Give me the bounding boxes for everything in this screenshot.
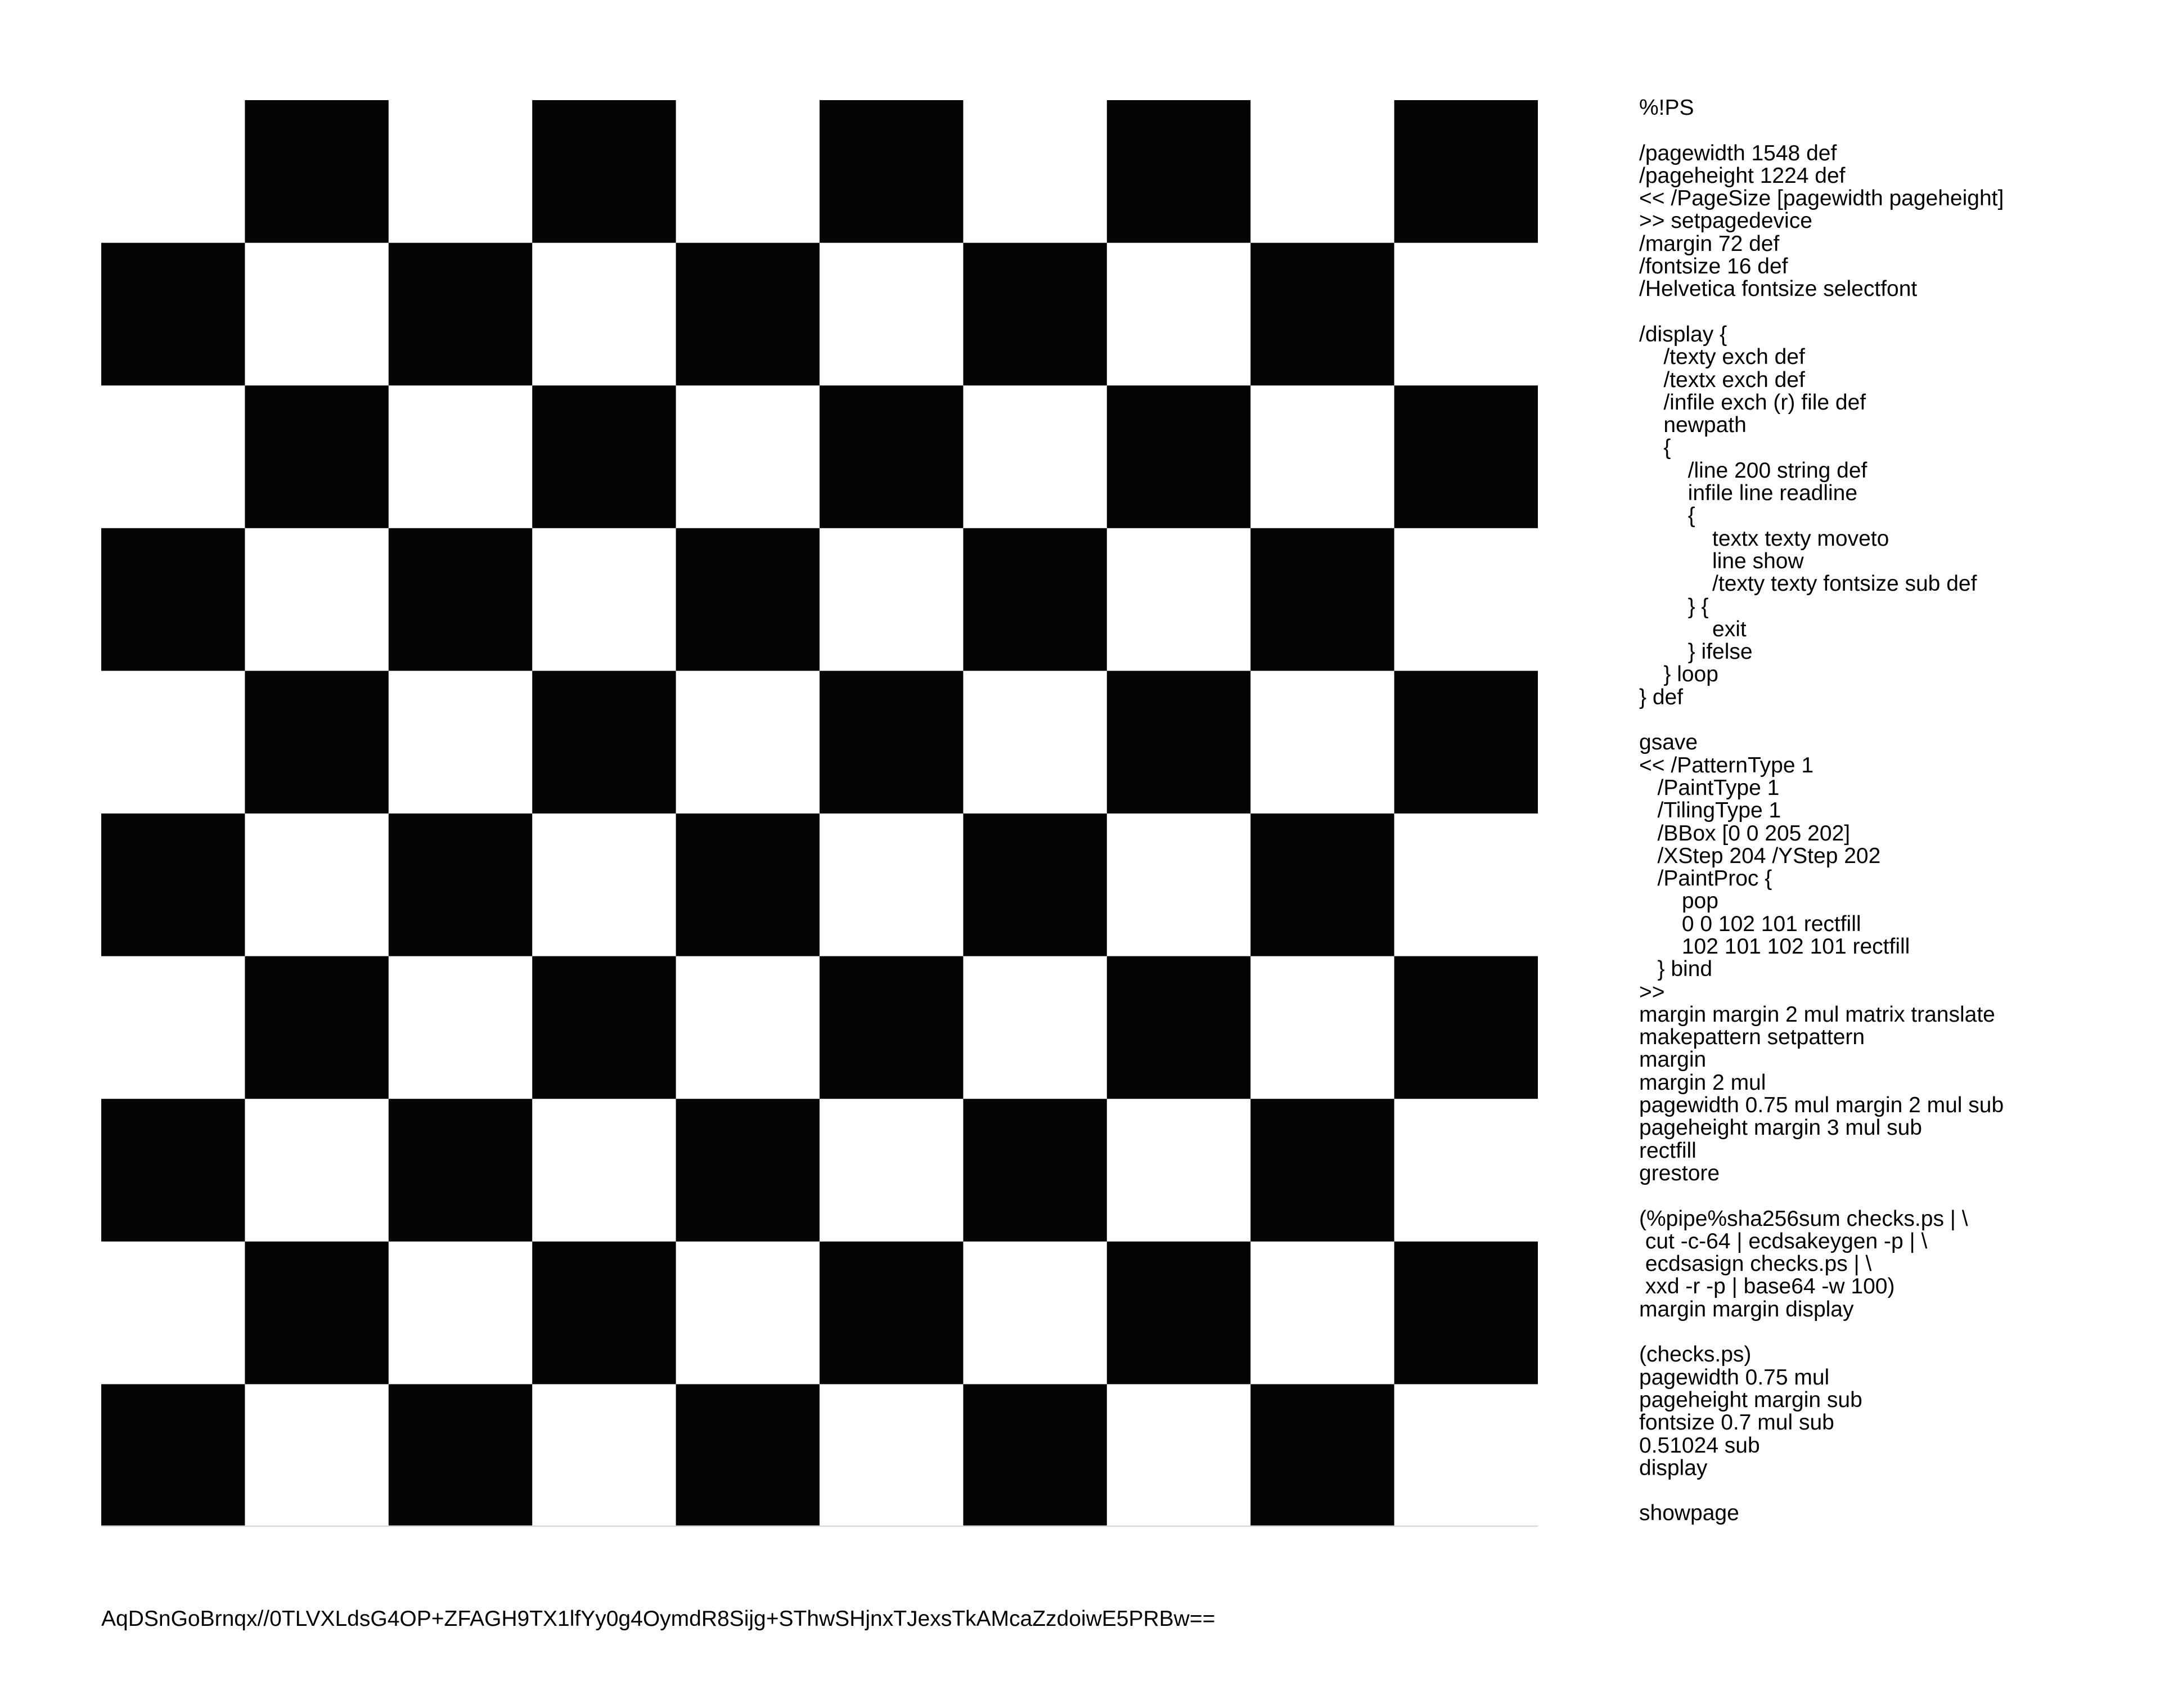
code-line: pop <box>1639 889 1718 914</box>
light-square <box>1250 1242 1394 1385</box>
code-line: margin margin display <box>1639 1297 1854 1322</box>
light-square <box>676 1242 820 1385</box>
light-square <box>1250 671 1394 813</box>
code-line: { <box>1639 435 1671 460</box>
code-line: /infile exch (r) file def <box>1639 390 1866 415</box>
dark-square <box>1394 671 1538 813</box>
dark-square <box>389 528 533 671</box>
dark-square <box>1250 813 1394 956</box>
dark-square <box>1107 1242 1251 1385</box>
light-square <box>676 385 820 528</box>
light-square <box>1394 243 1538 386</box>
light-square <box>963 1242 1107 1385</box>
dark-square <box>1250 243 1394 386</box>
light-square <box>389 671 533 813</box>
dark-square <box>820 671 964 813</box>
checkerboard-cells <box>101 100 1538 1527</box>
code-line <box>1639 1321 2004 1343</box>
dark-square <box>101 528 245 671</box>
code-line: pagewidth 0.75 mul margin 2 mul sub <box>1639 1093 2004 1118</box>
dark-square <box>389 1099 533 1242</box>
code-line: /texty exch def <box>1639 345 1805 370</box>
light-square <box>820 813 964 956</box>
dark-square <box>1394 1242 1538 1385</box>
dark-square <box>245 385 389 528</box>
code-line: /Helvetica fontsize selectfont <box>1639 277 1918 302</box>
dark-square <box>963 528 1107 671</box>
light-square <box>1394 1099 1538 1242</box>
dark-square <box>1394 956 1538 1099</box>
code-line: xxd -r -p | base64 -w 100) <box>1639 1274 1895 1299</box>
dark-square <box>963 1384 1107 1527</box>
dark-square <box>676 1099 820 1242</box>
light-square <box>389 385 533 528</box>
dark-square <box>532 671 676 813</box>
code-line: grestore <box>1639 1161 1720 1185</box>
code-line: showpage <box>1639 1501 1739 1526</box>
dark-square <box>245 956 389 1099</box>
dark-square <box>245 671 389 813</box>
dark-square <box>389 243 533 386</box>
light-square <box>1250 385 1394 528</box>
code-line: exit <box>1639 617 1747 641</box>
light-square <box>1250 100 1394 243</box>
postscript-source-listing <box>1639 97 2004 1525</box>
light-square <box>1250 956 1394 1099</box>
light-square <box>1107 243 1251 386</box>
dark-square <box>532 100 676 243</box>
code-line: ecdsasign checks.ps | \ <box>1639 1252 1872 1276</box>
code-line: 0.51024 sub <box>1639 1433 1760 1458</box>
light-square <box>963 956 1107 1099</box>
code-line <box>1639 1185 2004 1207</box>
dark-square <box>101 1099 245 1242</box>
light-square <box>389 956 533 1099</box>
light-square <box>820 528 964 671</box>
code-line: margin <box>1639 1048 1707 1072</box>
light-square <box>1394 528 1538 671</box>
dark-square <box>963 813 1107 956</box>
light-square <box>245 1384 389 1527</box>
dark-square <box>963 243 1107 386</box>
dark-square <box>820 100 964 243</box>
light-square <box>389 100 533 243</box>
dark-square <box>820 1242 964 1385</box>
light-square <box>532 528 676 671</box>
signature-text: AqDSnGoBrnqx//0TLVXLdsG4OP+ZFAGH9TX1lfYy0g4OymdR8Sijg+SThwSHjnxTJexsTkAMcaZzdoiwE5PRBw== <box>101 1607 1216 1631</box>
checkerboard <box>101 100 1538 1527</box>
code-line: { <box>1639 504 1695 528</box>
dark-square <box>1250 1099 1394 1242</box>
light-square <box>1107 1099 1251 1242</box>
light-square <box>532 1099 676 1242</box>
code-line: display <box>1639 1455 1708 1480</box>
code-line: line show <box>1639 549 1804 573</box>
light-square <box>1107 1384 1251 1527</box>
dark-square <box>676 528 820 671</box>
dark-square <box>820 385 964 528</box>
code-line: } def <box>1639 685 1684 709</box>
light-square <box>532 813 676 956</box>
dark-square <box>1107 956 1251 1099</box>
code-line: 0 0 102 101 rectfill <box>1639 911 1861 936</box>
dark-square <box>1250 528 1394 671</box>
code-line: cut -c-64 | ecdsakeygen -p | \ <box>1639 1229 1928 1253</box>
light-square <box>1394 813 1538 956</box>
code-line: /PaintType 1 <box>1639 775 1780 800</box>
light-square <box>101 100 245 243</box>
dark-square <box>1394 100 1538 243</box>
code-line: (%pipe%sha256sum checks.ps | \ <box>1639 1206 1968 1231</box>
code-line <box>1639 301 2004 323</box>
code-line: margin 2 mul <box>1639 1070 1766 1095</box>
light-square <box>532 243 676 386</box>
code-line: margin margin 2 mul matrix translate <box>1639 1002 1995 1027</box>
code-line: /margin 72 def <box>1639 231 1780 256</box>
dark-square <box>820 956 964 1099</box>
light-square <box>963 100 1107 243</box>
code-line: /TilingType 1 <box>1639 798 1781 823</box>
dark-square <box>532 385 676 528</box>
dark-square <box>101 1384 245 1527</box>
light-square <box>389 1242 533 1385</box>
code-line: (checks.ps) <box>1639 1342 1752 1367</box>
code-line: /display { <box>1639 322 1727 347</box>
dark-square <box>676 243 820 386</box>
code-line: /fontsize 16 def <box>1639 254 1788 279</box>
light-square <box>963 385 1107 528</box>
light-square <box>820 243 964 386</box>
code-line: textx texty moveto <box>1639 526 1889 551</box>
dark-square <box>1394 385 1538 528</box>
dark-square <box>389 813 533 956</box>
light-square <box>245 528 389 671</box>
light-square <box>963 671 1107 813</box>
dark-square <box>1250 1384 1394 1527</box>
code-line <box>1639 709 2004 731</box>
light-square <box>820 1384 964 1527</box>
light-square <box>676 671 820 813</box>
code-line: /PaintProc { <box>1639 866 1772 891</box>
dark-square <box>532 956 676 1099</box>
light-square <box>676 956 820 1099</box>
light-square <box>101 956 245 1099</box>
code-line <box>1639 1480 2004 1502</box>
code-line: /XStep 204 /YStep 202 <box>1639 843 1881 868</box>
code-line: } bind <box>1639 957 1713 982</box>
code-line: } { <box>1639 594 1709 619</box>
dark-square <box>963 1099 1107 1242</box>
code-line: /line 200 string def <box>1639 458 1868 483</box>
dark-square <box>676 1384 820 1527</box>
code-line: >> <box>1639 979 1665 1004</box>
code-line: /BBox [0 0 205 202] <box>1639 821 1851 846</box>
light-square <box>820 1099 964 1242</box>
light-square <box>1107 813 1251 956</box>
code-line: gsave <box>1639 730 1698 755</box>
code-line: } ifelse <box>1639 640 1753 664</box>
code-line: /texty texty fontsize sub def <box>1639 572 1977 596</box>
code-line: 102 101 102 101 rectfill <box>1639 934 1910 959</box>
dark-square <box>1107 385 1251 528</box>
light-square <box>532 1384 676 1527</box>
dark-square <box>245 1242 389 1385</box>
code-line: pagewidth 0.75 mul <box>1639 1365 1830 1390</box>
code-line: /pagewidth 1548 def <box>1639 141 1837 165</box>
code-line: << /PageSize [pagewidth pageheight] <box>1639 186 2004 211</box>
code-line: makepattern setpattern <box>1639 1025 1865 1050</box>
code-line: >> setpagedevice <box>1639 209 1812 233</box>
code-line <box>1639 119 2004 142</box>
code-line: << /PatternType 1 <box>1639 753 1814 777</box>
code-line: } loop <box>1639 662 1718 687</box>
light-square <box>245 1099 389 1242</box>
light-square <box>245 813 389 956</box>
code-line: %!PS <box>1639 96 1694 120</box>
code-line: infile line readline <box>1639 481 1858 506</box>
dark-square <box>101 243 245 386</box>
code-line: pageheight margin 3 mul sub <box>1639 1116 1922 1140</box>
code-line: /pageheight 1224 def <box>1639 163 1846 188</box>
light-square <box>1394 1384 1538 1527</box>
code-line: rectfill <box>1639 1138 1696 1163</box>
dark-square <box>245 100 389 243</box>
code-line: newpath <box>1639 413 1747 438</box>
code-line: /textx exch def <box>1639 367 1805 392</box>
light-square <box>676 100 820 243</box>
light-square <box>101 385 245 528</box>
dark-square <box>101 813 245 956</box>
light-square <box>245 243 389 386</box>
code-line: pageheight margin sub <box>1639 1387 1862 1412</box>
dark-square <box>1107 671 1251 813</box>
dark-square <box>389 1384 533 1527</box>
light-square <box>101 671 245 813</box>
light-square <box>1107 528 1251 671</box>
light-square <box>101 1242 245 1385</box>
dark-square <box>532 1242 676 1385</box>
dark-square <box>676 813 820 956</box>
code-line: fontsize 0.7 mul sub <box>1639 1410 1834 1435</box>
dark-square <box>1107 100 1251 243</box>
